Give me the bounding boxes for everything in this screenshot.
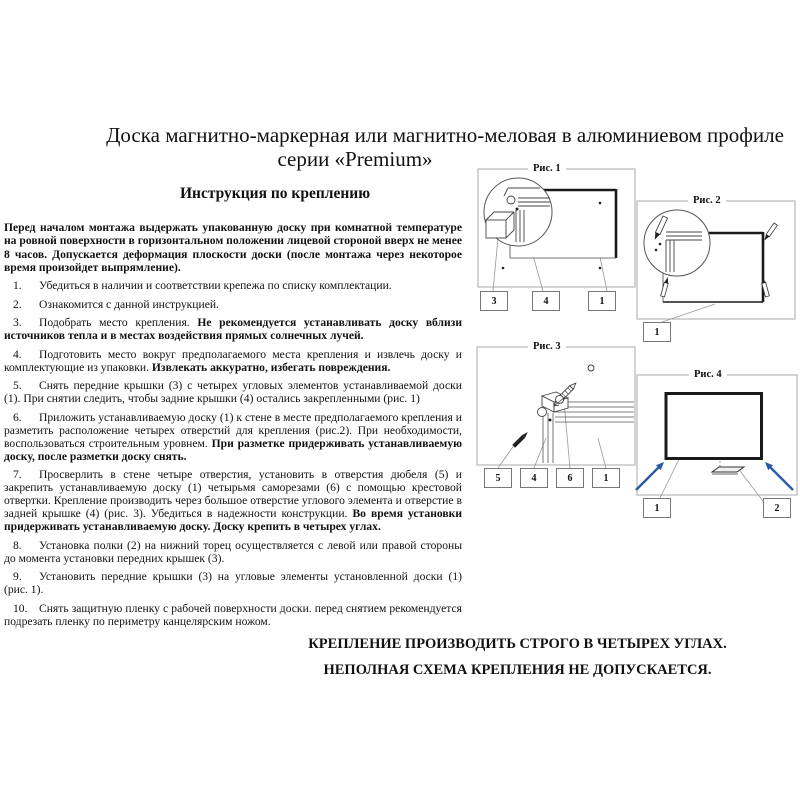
- fig3-callout-6: 6: [556, 468, 584, 488]
- fig3-callout-1: 1: [592, 468, 620, 488]
- warning-line1: КРЕПЛЕНИЕ ПРОИЗВОДИТЬ СТРОГО В ЧЕТЫРЕХ УГЛАХ.: [308, 636, 727, 652]
- step-text: При разметке придерживать устанавливаемую доску, после разметки доску снять.: [4, 436, 462, 463]
- corner-detail-circle: [644, 210, 710, 276]
- fig1-callout-4: 4: [532, 291, 560, 311]
- step-number: 3.: [13, 316, 22, 329]
- figure-2: [630, 192, 800, 348]
- step-text: Подготовить место вокруг предполагаемого места крепления и извлечь доску и комплектующие из упаковки.: [4, 347, 462, 374]
- intro-paragraph: Перед началом монтажа выдержать упакованную доску при комнатной температуре на ровной поверхности в горизонтальном положении лицевой стороной вверх не менее 8 часов. Допускается деформация плоскости доски (после монтажа через некоторое время произойдет выпрямление).: [4, 221, 462, 275]
- instruction-step: [4, 279, 462, 292]
- fig4-caption: Рис. 4: [689, 369, 727, 380]
- figure-4: [632, 368, 800, 524]
- step-text: Установка полки (2) на нижний торец осуществляется с левой или правой стороны до момента установки передних крышек (3).: [4, 538, 462, 565]
- step-text: Ознакомится с данной инструкцией.: [39, 297, 219, 311]
- figure-3: [470, 340, 642, 492]
- step-text: Снять защитную пленку с рабочей поверхности доски. перед снятием рекомендуется подрезать пленку по периметру канцелярским ножом.: [4, 601, 462, 628]
- fig4-callout-2: 2: [763, 498, 791, 518]
- step-number: 6.: [13, 410, 22, 424]
- step-number: 4.: [13, 347, 22, 361]
- corner-detail-circle: [484, 178, 552, 246]
- fig2-caption: Рис. 2: [688, 195, 726, 206]
- instruction-step: [4, 468, 462, 533]
- figure-1: [470, 160, 640, 312]
- screw-hole-icon: [538, 408, 547, 417]
- fig1-drawing: [470, 160, 640, 312]
- fig1-caption: Рис. 1: [528, 163, 566, 174]
- step-number: 8.: [13, 538, 22, 552]
- fig1-callout-3: 3: [480, 291, 508, 311]
- target-hole-icon: [588, 365, 594, 371]
- step-number: 10.: [13, 601, 28, 615]
- step-text: Приложить устанавливаемую доску (1) к стене в месте предполагаемого крепления и разметить расположение четырех отверстий для крепления (рис.2). При необходимости, воспользоваться строительным уровнем.: [4, 410, 462, 450]
- step-text: Просверлить в стене четыре отверстия, установить в отверстия дюбеля (5) и закрепить устанавливаемую доску (1) четырьмя саморезами (6) с помощью крестовой отвертки. Крепление производить через большое отверстие углового элемента и отверстие в задней крышке (4) (рис. 3). Убедиться в надежности конструкции.: [4, 468, 462, 520]
- instruction-step: [4, 379, 462, 405]
- mount-dot: [599, 202, 602, 205]
- instruction-step: [4, 602, 462, 628]
- step-number: 9.: [13, 570, 22, 583]
- instruction-step: [4, 539, 462, 565]
- step-text: Убедиться в наличии и соответствии крепежа по списку комплектации.: [39, 279, 392, 292]
- step-number: 5.: [13, 379, 22, 392]
- fig3-callout-5: 5: [484, 468, 512, 488]
- step-text: Не рекомендуется устанавливать доску вблизи источников тепла и в местах воздействия прямых солнечных лучей.: [4, 316, 462, 342]
- mount-dot: [599, 267, 602, 270]
- mount-dot: [502, 267, 505, 270]
- fig2-callout-1: 1: [643, 322, 671, 342]
- fig3-callout-4: 4: [520, 468, 548, 488]
- steps-list: [4, 279, 462, 633]
- fig1-callout-1: 1: [588, 291, 616, 311]
- step-text: Извлекать аккуратно, избегать повреждения.: [151, 360, 391, 374]
- step-number: 2.: [13, 297, 22, 311]
- instruction-step: [4, 348, 462, 374]
- step-text: Подобрать место крепления.: [39, 316, 198, 329]
- section-heading: Инструкция по креплению: [179, 185, 371, 202]
- page-title-line1: Доска магнитно-маркерная или магнитно-меловая в алюминиевом профиле: [106, 123, 784, 147]
- step-text: Установить передние крышки (3) на угловые элементы установленной доски (1) (рис. 1).: [4, 570, 462, 596]
- instruction-step: [4, 298, 462, 311]
- page-title-line2: серии «Premium»: [277, 147, 433, 171]
- warning-line2: НЕПОЛНАЯ СХЕМА КРЕПЛЕНИЯ НЕ ДОПУСКАЕТСЯ.: [323, 662, 712, 678]
- instruction-step: [4, 316, 462, 342]
- step-text: Во время установки придерживать устанавливаемую доску. Доску крепить в четырех углах.: [4, 507, 462, 533]
- board-drawing: [666, 394, 762, 459]
- fig4-callout-1: 1: [643, 498, 671, 518]
- step-text: Снять передние крышки (3) с четырех угловых элементов устанавливаемой доски (1). При снятии следить, чтобы задние крышки (4) остались закрепленными (рис. 1): [4, 379, 462, 405]
- step-number: 7.: [13, 468, 22, 481]
- warning-block: [280, 631, 755, 683]
- fig3-caption: Рис. 3: [528, 341, 566, 352]
- instruction-step: [4, 570, 462, 596]
- step-number: 1.: [13, 279, 22, 292]
- instruction-step: [4, 411, 462, 463]
